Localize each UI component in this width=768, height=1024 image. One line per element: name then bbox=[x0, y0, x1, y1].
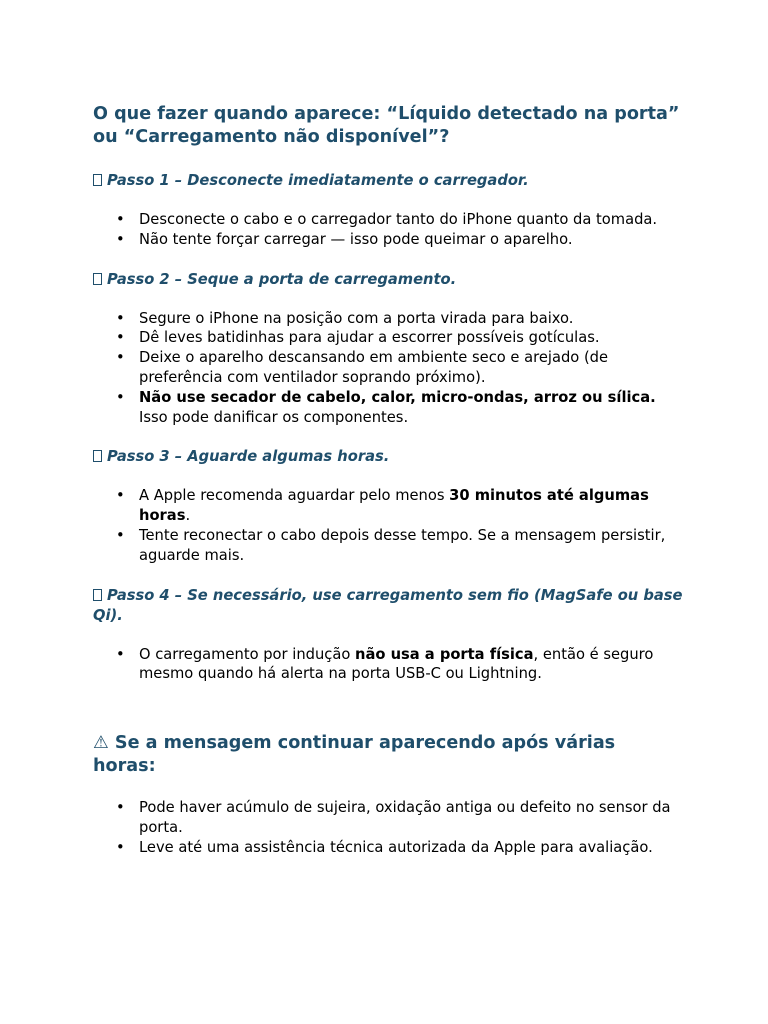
item-text: Segure o iPhone na posição com a porta virada para baixo. bbox=[139, 309, 574, 327]
step-4-heading-text: Passo 4 – Se necessário, use carregamento sem fio (MagSafe ou base Qi). bbox=[93, 586, 683, 624]
list-item bbox=[93, 645, 683, 685]
list-item bbox=[93, 348, 683, 388]
item-text: O carregamento por indução bbox=[139, 645, 355, 663]
document-body bbox=[93, 103, 683, 858]
bullet-icon: • bbox=[116, 487, 125, 505]
step-2-list bbox=[93, 309, 683, 428]
missing-glyph-icon bbox=[93, 174, 102, 186]
warning-list bbox=[93, 798, 683, 857]
warning-heading bbox=[93, 732, 683, 778]
list-item bbox=[93, 309, 683, 329]
step-1-heading bbox=[93, 171, 683, 191]
step-4-list bbox=[93, 645, 683, 685]
list-item bbox=[93, 328, 683, 348]
list-item bbox=[93, 486, 683, 526]
list-item bbox=[93, 210, 683, 230]
list-item bbox=[93, 798, 683, 838]
item-bold-text: não usa a porta física bbox=[355, 645, 534, 663]
step-3-heading-text: Passo 3 – Aguarde algumas horas. bbox=[107, 448, 390, 466]
warning-icon: ⚠ bbox=[93, 733, 109, 754]
bullet-icon: • bbox=[116, 230, 125, 248]
item-text: A Apple recomenda aguardar pelo menos bbox=[139, 487, 450, 505]
step-1-list bbox=[93, 210, 683, 250]
missing-glyph-icon bbox=[93, 589, 102, 601]
list-item bbox=[93, 230, 683, 250]
missing-glyph-icon bbox=[93, 450, 102, 462]
bullet-icon: • bbox=[116, 349, 125, 367]
step-4-heading bbox=[93, 586, 683, 626]
step-2-heading-text: Passo 2 – Seque a porta de carregamento. bbox=[107, 270, 457, 288]
item-text: Leve até uma assistência técnica autorizada da Apple para avaliação. bbox=[139, 838, 653, 856]
item-text: Deixe o aparelho descansando em ambiente seco e arejado (de preferência com ventilador soprando próximo). bbox=[139, 349, 609, 386]
missing-glyph-icon bbox=[93, 273, 102, 285]
item-text: , então é seguro mesmo quando há alerta na porta USB-C ou Lightning. bbox=[139, 645, 654, 683]
item-text: Desconecte o cabo e o carregador tanto do iPhone quanto da tomada. bbox=[139, 211, 658, 228]
bullet-icon: • bbox=[116, 645, 125, 663]
item-text: Tente reconectar o cabo depois desse tempo. Se a mensagem persistir, aguarde mais. bbox=[139, 526, 666, 564]
item-text: . bbox=[185, 507, 191, 525]
step-3-heading bbox=[93, 447, 683, 467]
list-item bbox=[93, 388, 683, 428]
bullet-icon: • bbox=[116, 526, 125, 544]
item-text: Isso pode danificar os componentes. bbox=[139, 408, 409, 426]
item-text: Dê leves batidinhas para ajudar a escorrer possíveis gotículas. bbox=[139, 329, 600, 347]
bullet-icon: • bbox=[116, 309, 125, 327]
item-text: Pode haver acúmulo de sujeira, oxidação antiga ou defeito no sensor da porta. bbox=[139, 799, 671, 836]
list-item bbox=[93, 838, 683, 858]
warning-heading-text: Se a mensagem continuar aparecendo após várias horas: bbox=[93, 733, 616, 777]
list-item bbox=[93, 526, 683, 566]
step-3-list bbox=[93, 486, 683, 565]
step-1-heading-text: Passo 1 – Desconecte imediatamente o carregador. bbox=[107, 172, 529, 189]
item-bold-text: 30 minutos até algumas horas bbox=[139, 487, 649, 525]
item-text: Não tente forçar carregar — isso pode queimar o aparelho. bbox=[139, 230, 573, 248]
bullet-icon: • bbox=[116, 329, 125, 347]
item-bold-text: Não use secador de cabelo, calor, micro-ondas, arroz ou sílica. bbox=[139, 388, 656, 406]
step-2-heading bbox=[93, 270, 683, 290]
page-title: O que fazer quando aparece: “Líquido detectado na porta” ou “Carregamento não disponível”? bbox=[93, 104, 680, 147]
bullet-icon: • bbox=[116, 211, 125, 228]
bullet-icon: • bbox=[116, 799, 125, 817]
bullet-icon: • bbox=[116, 838, 125, 856]
bullet-icon: • bbox=[116, 388, 125, 406]
